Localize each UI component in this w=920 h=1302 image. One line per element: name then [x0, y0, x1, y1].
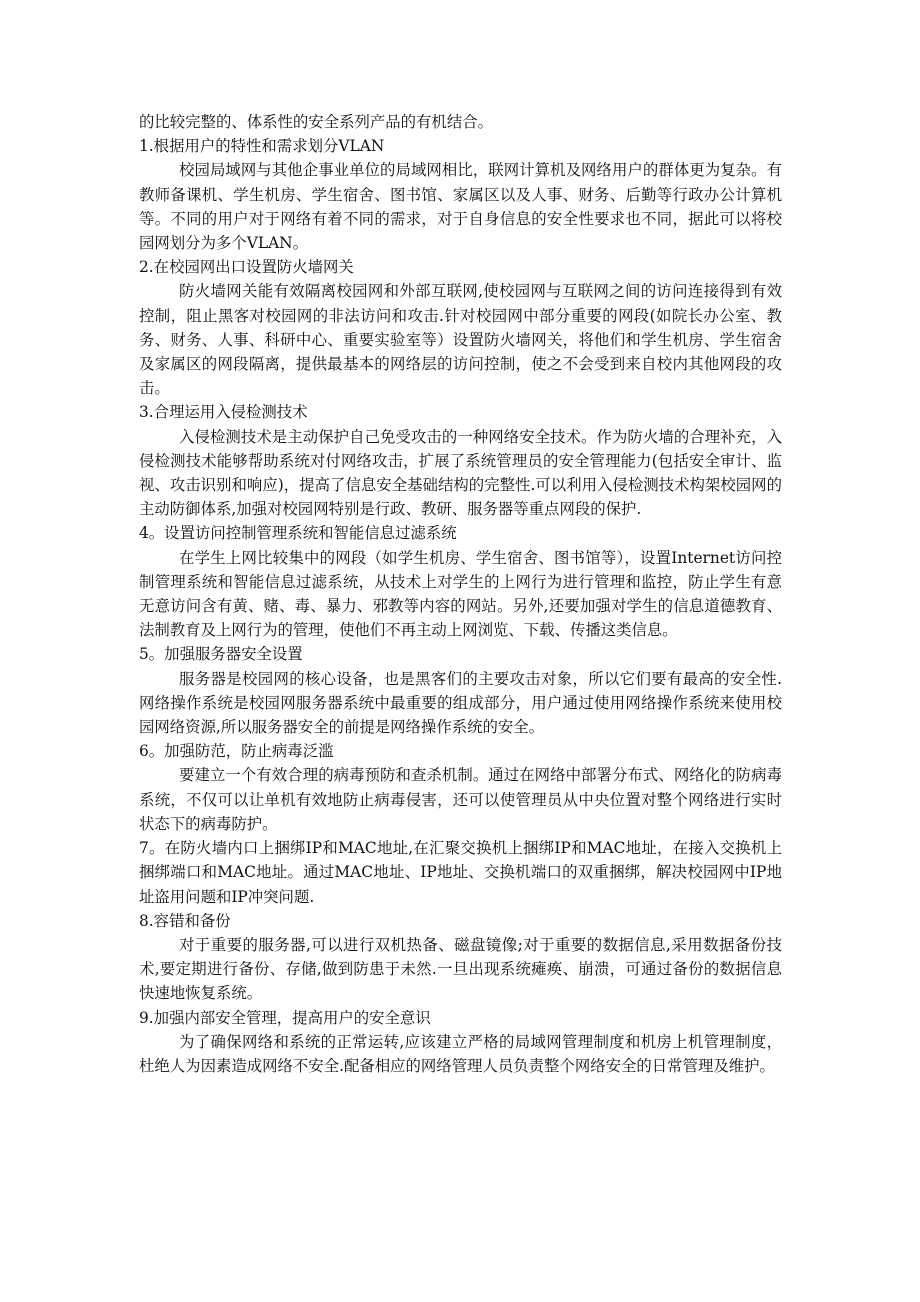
section-5-body: 服务器是校园网的核心设备，也是黑客们的主要攻击对象，所以它们要有最高的安全性.网络操作系统是校园网服务器系统中最重要的组成部分，用户通过使用网络操作系统来使用校园网络资源,所以服务器安全的前提是网络操作系统的安全。 — [139, 669, 782, 737]
section-1-body: 校园局域网与其他企事业单位的局域网相比，联网计算机及网络用户的群体更为复杂。有教师备课机、学生机房、学生宿舍、图书馆、家属区以及人事、财务、后勤等行政办公计算机等。不同的用户对于网络有着不同的需求，对于自身信息的安全性要求也不同，据此可以将校园网划分为多个VLAN。 — [139, 161, 782, 253]
section-9-heading: 9.加强内部安全管理，提高用户的安全意识 — [139, 1008, 431, 1027]
section-2-body: 防火墙网关能有效隔离校园网和外部互联网,使校园网与互联网之间的访问连接得到有效控制，阻止黑客对校园网的非法访问和攻击.针对校园网中部分重要的网段(如院长办公室、教务、财务、人事、科研中心、重要实验室等）设置防火墙网关，将他们和学生机房、学生宿舍及家属区的网段隔离，提供最基本的网络层的访问控制，使之不会受到来自校内其他网段的攻击。 — [139, 282, 782, 398]
section-6-heading: 6。加强防范，防止病毒泛滥 — [139, 742, 334, 761]
section-1-heading: 1.根据用户的特性和需求划分VLAN — [139, 137, 385, 156]
section-5-heading: 5。加强服务器安全设置 — [139, 645, 303, 664]
section-7-paragraph: 7。在防火墙内口上捆绑IP和MAC地址,在汇聚交换机上捆绑IP和MAC地址，在接入交换机上捆绑端口和MAC地址。通过MAC地址、IP地址、交换机端口的双重捆绑，解决校园网中IP地址盗用问题和IP冲突问题. — [139, 839, 782, 906]
intro-paragraph: 的比较完整的、体系性的安全系列产品的有机结合。 — [139, 113, 493, 131]
section-8-heading: 8.容错和备份 — [139, 911, 231, 930]
section-3-body: 入侵检测技术是主动保护自己免受攻击的一种网络安全技术。作为防火墙的合理补充，入侵检测技术能够帮助系统对付网络攻击，扩展了系统管理员的安全管理能力(包括安全审计、监视、攻击识别和响应)，提高了信息安全基础结构的完整性.可以利用入侵检测技术构架校园网的主动防御体系,加强对校园网特别是行政、教研、服务器等重点网段的保护. — [139, 427, 782, 519]
document-page — [139, 110, 782, 1078]
section-4-heading: 4。设置访问控制管理系统和智能信息过滤系统 — [139, 524, 457, 543]
section-9-body: 为了确保网络和系统的正常运转,应该建立严格的局域网管理制度和机房上机管理制度，杜绝人为因素造成网络不安全.配备相应的网络管理人员负责整个网络安全的日常管理及维护。 — [139, 1032, 782, 1075]
section-2-heading: 2.在校园网出口设置防火墙网关 — [139, 258, 354, 277]
section-3-heading: 3.合理运用入侵检测技术 — [139, 403, 308, 422]
section-6-body: 要建立一个有效合理的病毒预防和查杀机制。通过在网络中部署分布式、网络化的防病毒系统，不仅可以让单机有效地防止病毒侵害，还可以使管理员从中央位置对整个网络进行实时状态下的病毒防护。 — [139, 766, 782, 833]
section-8-body: 对于重要的服务器,可以进行双机热备、磁盘镜像;对于重要的数据信息,采用数据备份技术,要定期进行备份、存储,做到防患于未然.一旦出现系统瘫痪、崩溃，可通过备份的数据信息快速地恢复系统。 — [139, 935, 782, 1003]
section-4-body: 在学生上网比较集中的网段（如学生机房、学生宿舍、图书馆等），设置Internet访问控制管理系统和智能信息过滤系统，从技术上对学生的上网行为进行管理和监控，防止学生有意无意访问含有黄、赌、毒、暴力、邪教等内容的网站。另外,还要加强对学生的信息道德教育、法制教育及上网行为的管理，使他们不再主动上网浏览、下载、传播这类信息。 — [139, 548, 782, 640]
